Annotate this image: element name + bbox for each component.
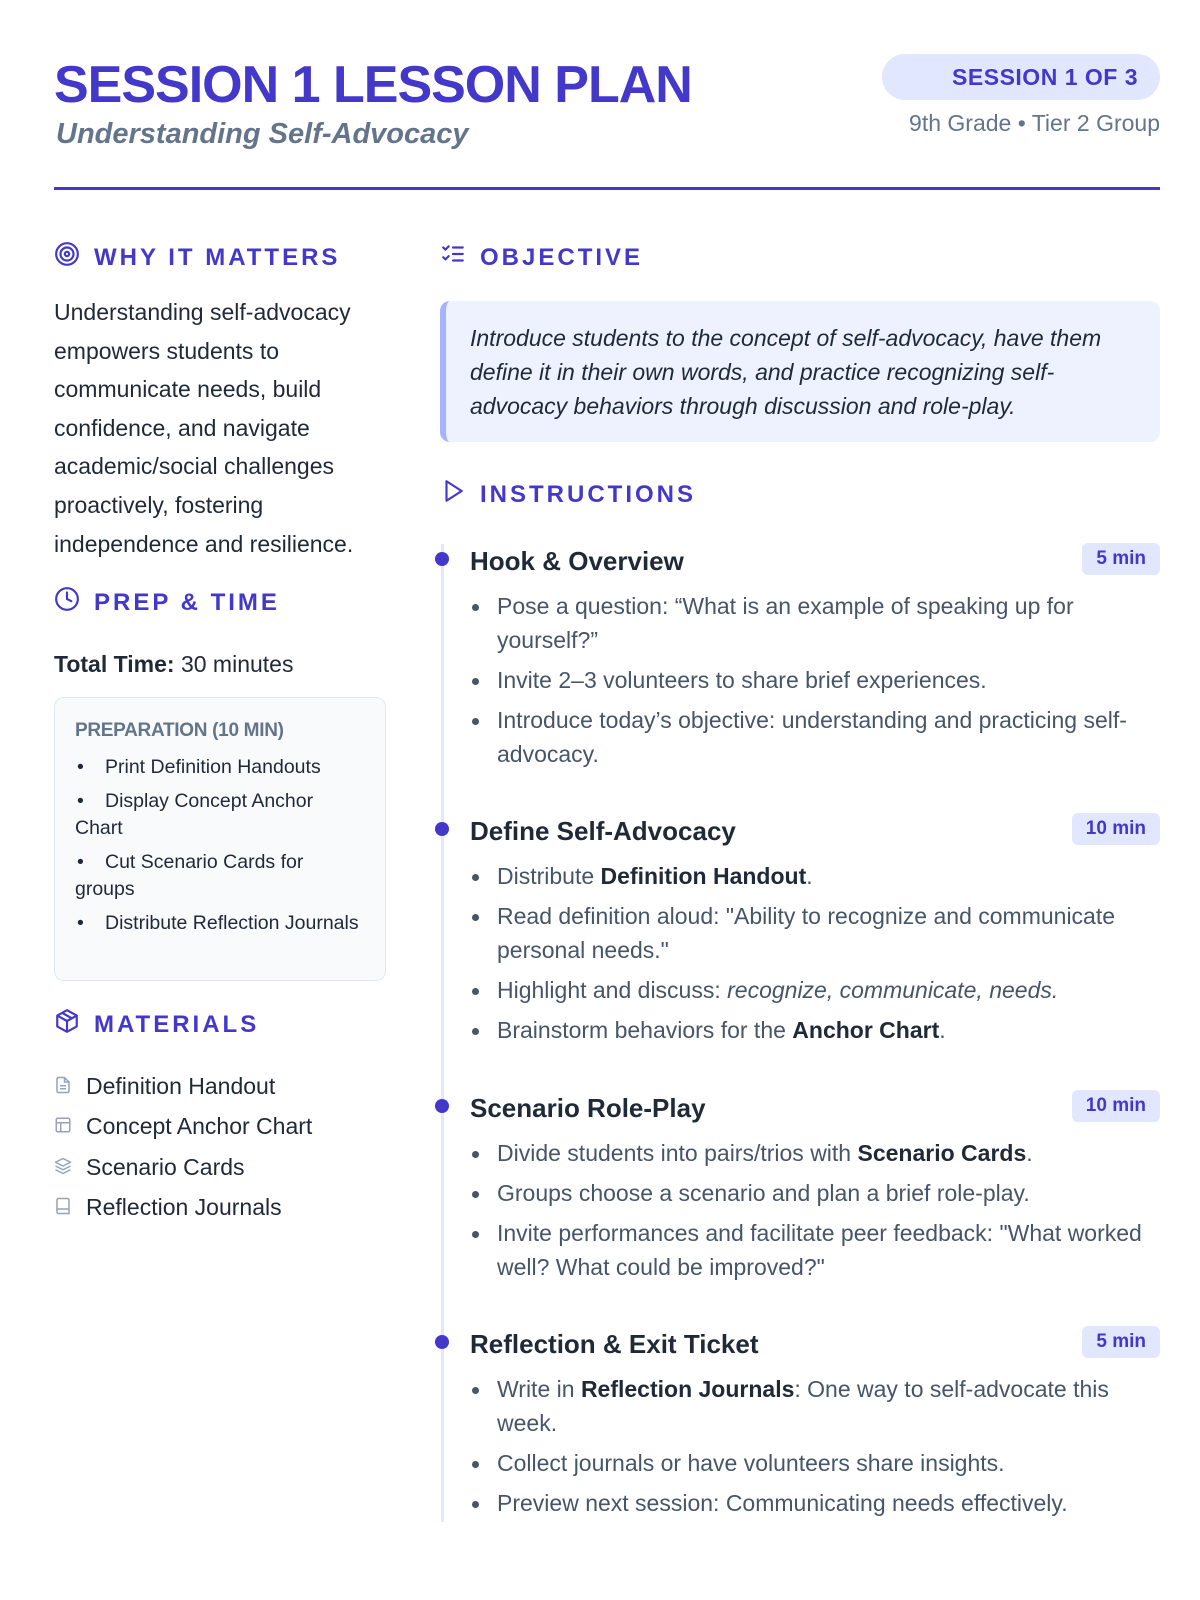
file-icon [54,1073,86,1100]
step-bullets [470,1136,1160,1290]
material-label: Definition Handout [86,1072,276,1099]
step-bullet [470,663,1160,697]
duration-badge: 10 min [1072,813,1160,845]
preparation-item: • Print Definition Handouts [75,754,365,781]
objective-heading [440,241,643,274]
timeline-dot [435,552,449,566]
italic-text: recognize, communicate, needs. [727,977,1059,1003]
book-icon [54,1194,86,1221]
bullet-text: : One way to self-advocate this week. [497,1376,1109,1436]
why-it-matters-text: Understanding self-advocacy empowers students to communicate needs, build confidence, and navigate academic/social challenges proactively, fostering independence and resilience. [54,299,354,557]
bullet-text: . [1026,1140,1033,1166]
page-title: SESSION 1 LESSON PLAN [54,56,692,114]
bullet-text: . [806,863,813,889]
material-label: Reflection Journals [86,1194,282,1221]
material-item [54,1188,312,1229]
step-bullets [470,1372,1160,1526]
step-title: Define Self-Advocacy [470,816,736,846]
timeline-dot [435,1099,449,1113]
preparation-list [75,754,365,937]
preparation-title: PREPARATION (10 MIN) [75,720,284,741]
bold-text: Scenario Cards [857,1140,1027,1166]
bullet-text: Highlight and discuss: [497,977,728,1003]
step-bullet [470,1446,1160,1480]
step-bullets [470,589,1160,777]
play-icon [440,478,466,511]
bullet-text: Distribute [497,863,601,889]
materials-label: MATERIALS [94,1010,260,1038]
step-bullet [470,899,1160,967]
timeline-line [441,544,444,1522]
step-bullets [470,859,1160,1053]
bullet-text: Write in [497,1376,581,1402]
preparation-item: • Cut Scenario Cards for groups [75,849,365,903]
preparation-item: • Distribute Reflection Journals [75,910,365,937]
bullet-text: Groups choose a scenario and plan a brief role-play. [497,1180,1030,1206]
bullet-text: Collect journals or have volunteers share insights. [497,1450,1005,1476]
prep-time-label: PREP & TIME [94,588,280,616]
clock-icon [54,586,80,619]
material-item [54,1066,312,1107]
step-bullet [470,1486,1160,1520]
step-title: Hook & Overview [470,546,684,576]
step-bullet [470,859,1160,893]
bullet-text: Introduce today’s objective: understanding and practicing self-advocacy. [497,707,1127,767]
box-icon [54,1008,80,1041]
step-title: Reflection & Exit Ticket [470,1329,759,1359]
bullet-text: Preview next session: Communicating needs effectively. [497,1490,1068,1516]
timeline-dot [435,1335,449,1349]
bullet-text: Brainstorm behaviors for the [497,1017,793,1043]
materials-heading [54,1008,259,1041]
step-bullet [470,1372,1160,1440]
prep-time-heading [54,586,280,619]
bullet-text: Invite performances and facilitate peer feedback: "What worked well? What could be improved?" [497,1220,1142,1280]
materials-list [54,1066,312,1228]
step-bullet [470,589,1160,657]
step-title: Scenario Role-Play [470,1093,706,1123]
total-time-value: 30 minutes [174,651,294,677]
duration-badge: 5 min [1082,1326,1160,1358]
step-bullet [470,1013,1160,1047]
page-header [54,52,1160,190]
material-label: Scenario Cards [86,1153,245,1180]
checklist-icon [440,241,466,274]
step-bullet [470,973,1160,1007]
instructions-label: INSTRUCTIONS [480,480,696,508]
total-time [54,651,293,678]
bullet-text: Pose a question: “What is an example of speaking up for yourself?” [497,593,1074,653]
grade-group-label: 9th Grade • Tier 2 Group [909,110,1160,136]
step-bullet [470,1216,1160,1284]
bullet-text: Invite 2–3 volunteers to share brief experiences. [497,667,987,693]
preparation-item: • Display Concept Anchor Chart [75,788,365,842]
step-bullet [470,1176,1160,1210]
material-item [54,1147,312,1188]
step-bullet [470,703,1160,771]
bold-text: Definition Handout [600,863,807,889]
session-badge: SESSION 1 OF 3 [882,54,1160,100]
chart-board-icon [54,1113,86,1140]
objective-label: OBJECTIVE [480,243,644,271]
target-icon [54,241,80,274]
layers-icon [54,1154,86,1181]
duration-badge: 10 min [1072,1090,1160,1122]
lesson-plan-page [54,0,1160,1600]
timeline-dot [435,822,449,836]
bullet-text: Read definition aloud: "Ability to recognize and communicate personal needs." [497,903,1116,963]
bold-text: Anchor Chart [792,1017,940,1043]
objective-box: Introduce students to the concept of self-advocacy, have them define it in their own words, and practice recognizing self-advocacy behaviors through discussion and role-play. [440,301,1160,442]
material-item [54,1107,312,1148]
instructions-heading [440,478,696,511]
why-it-matters-heading [54,241,340,274]
page-subtitle: Understanding Self-Advocacy [56,118,469,150]
bullet-text: . [939,1017,946,1043]
why-it-matters-label: WHY IT MATTERS [94,243,341,271]
bullet-text: Divide students into pairs/trios with [497,1140,858,1166]
preparation-box [54,697,386,981]
material-label: Concept Anchor Chart [86,1113,313,1140]
total-time-label: Total Time: [54,651,175,677]
step-bullet [470,1136,1160,1170]
bold-text: Reflection Journals [580,1376,795,1402]
duration-badge: 5 min [1082,543,1160,575]
